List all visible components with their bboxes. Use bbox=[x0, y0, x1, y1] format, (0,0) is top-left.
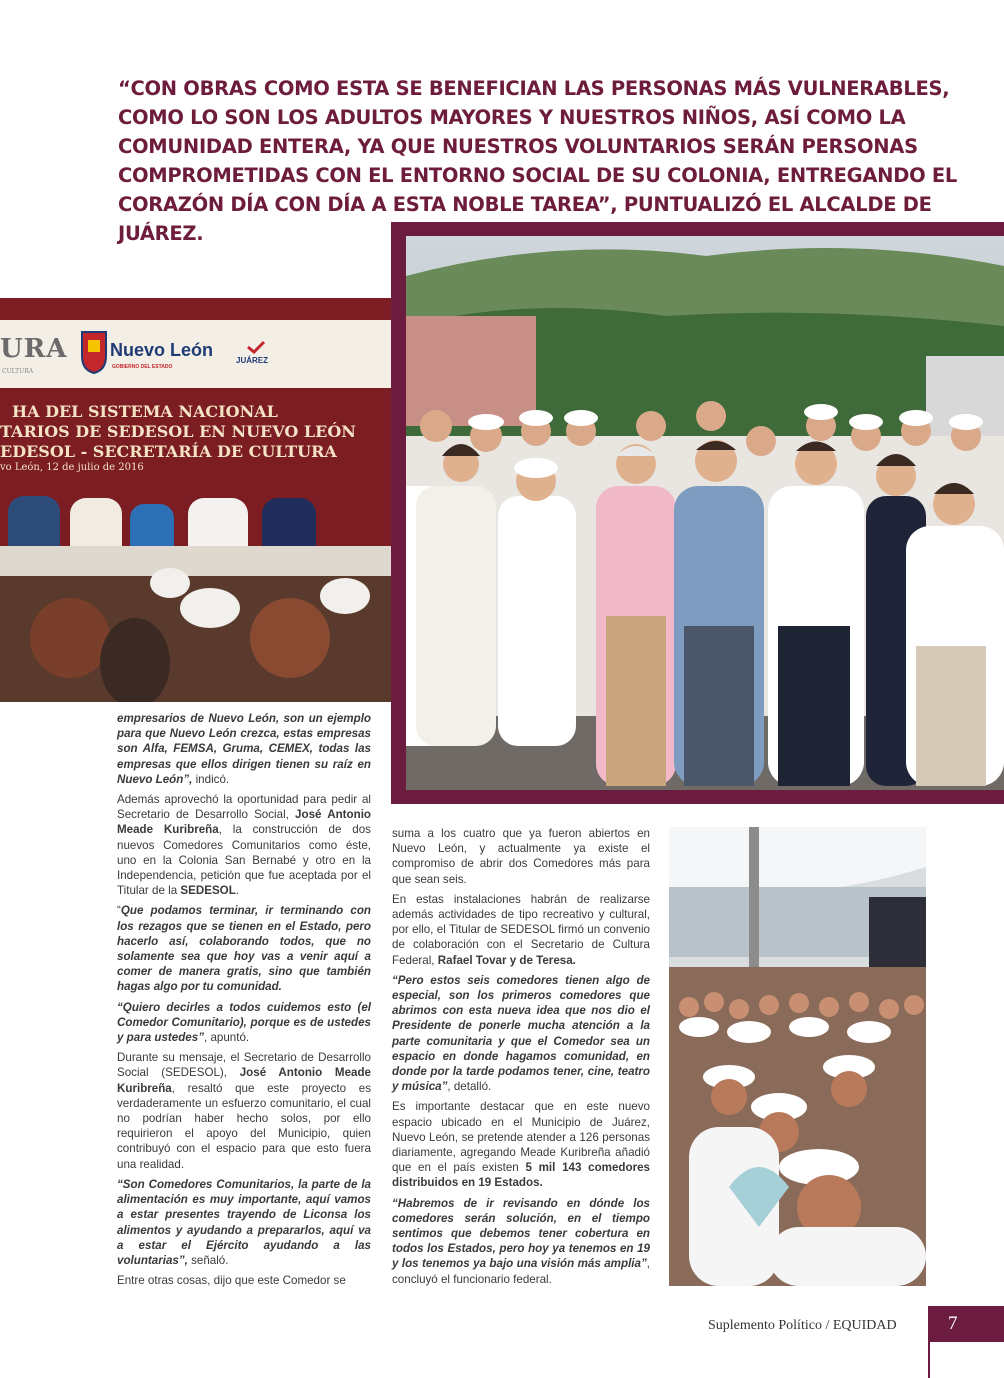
footer-publication: Suplemento Político / EQUIDAD bbox=[708, 1318, 897, 1333]
paragraph: “Que podamos terminar, ir terminando con los rezagos que se tienen en el Estado, pero hacerlo así, colaborando todos, que no solamente sea que hoy vas a venir aquí a comer de manera gratis, sino que también hagas algo por tu comunidad. bbox=[117, 904, 371, 994]
paragraph: suma a los cuatro que ya fueron abiertos en Nuevo León, y actualmente ya existe el compromiso de abrir dos Comedores más para que sean seis. bbox=[392, 827, 650, 886]
page-number: 7 bbox=[948, 1313, 958, 1334]
paragraph: En estas instalaciones habrán de realizarse además actividades de tipo recreativo y cultural, por ello, el Titular de SEDESOL firmó un convenio de colaboración con el Secretario de Cultura Federal, Rafael Tovar y de Teresa. bbox=[392, 892, 650, 967]
crowd-photo bbox=[669, 827, 926, 1286]
group-photo bbox=[406, 236, 1004, 790]
paragraph: “Habremos de ir revisando en dónde los comedores serán solución, en el tiempo sentimos que debemos tener cobertura en todos los Estados, pero hoy ya tenemos en 19 y los tenemos ya bajo una visión más amplia”, concluyó el funcionario federal. bbox=[392, 1196, 650, 1286]
cultura-logo: URA bbox=[0, 334, 68, 364]
paragraph: “Pero estos seis comedores tienen algo de especial, son los primeros comedores que abrimos con esta nueva idea que nos dio el Presidente de ponerle mucha atención a la parte comunitaria y que el Comedor sea un espacio en donde hagamos comunidad, en donde por la tarde podamos tener, cine, teatro y música”, detalló. bbox=[392, 973, 650, 1094]
pull-quote: “CON OBRAS COMO ESTA SE BENEFICIAN LAS PERSONAS MÁS VULNERABLES, COMO LO SON LOS ADULTOS MAYORES Y NUESTROS NIÑOS, ASÍ COMO LA COMUNIDAD ENTERA, YA QUE NUESTROS VOLUNTARIOS SERÁN PERSONAS COMPROMETIDAS CON EL ENTORNO SOCIAL DE SU COLONIA, ENTREGANDO EL CORAZÓN DÍA CON DÍA A ESTA NOBLE TAREA”, PUNTUALIZÓ EL ALCALDE DE JUÁREZ. bbox=[118, 77, 957, 245]
stage-event-photo: URA CULTURA Nuevo León GOBIERNO DEL ESTADO JUÁREZ HA DEL SISTEMA NACIONAL TARIOS DE SEDESOL EN NUEVO LEÓN EDESOL - SECRETARÍA DE CULTURA vo León, 12 de julio de 2016 bbox=[0, 298, 391, 702]
juarez-logo: JUÁREZ bbox=[236, 356, 269, 365]
paragraph: Es importante destacar que en este nuevo espacio ubicado en el Municipio de Juárez, Nuevo León, se pretende atender a 126 personas diariamente, agregando Meade Kuribreña añadió que en el país existen 5 mil 143 comedores distribuidos en 19 Estados. bbox=[392, 1100, 650, 1190]
paragraph: Entre otras cosas, dijo que este Comedor se bbox=[117, 1274, 346, 1288]
nuevo-leon-shield-icon bbox=[80, 330, 108, 374]
paragraph: Además aprovechó la oportunidad para pedir al Secretario de Desarrollo Social, José Antonio Meade Kuribreña, la construcción de dos nuevos Comedores Comunitarios como éste, uno en la Colonia San Bernabé y otro en la Independencia, petición que fue aceptada por el Titular de la SEDESOL. bbox=[117, 793, 371, 898]
stage-platform bbox=[0, 546, 391, 576]
article-column-2 bbox=[392, 826, 650, 1292]
paragraph: Durante su mensaje, el Secretario de Desarrollo Social (SEDESOL), José Antonio Meade Kuribreña, resaltó que este proyecto es verdaderamente un esfuerzo comunitario, el cual no podrían haber hecho solos, por ello requirieron el apoyo del Municipio, quien contribuyó con el espacio para que esto fuera una realidad. bbox=[117, 1051, 371, 1171]
juarez-check-icon bbox=[246, 340, 266, 354]
paragraph: “Son Comedores Comunitarios, la parte de la alimentación es muy importante, aquí vamos a estar presentes trayendo de Liconsa los alimentos y ayudando a prepararlos, aquí va a estar el Ejército ayudando a las voluntarias”, señaló. bbox=[117, 1177, 371, 1267]
footer-divider bbox=[928, 1342, 930, 1378]
nuevo-leon-logo: Nuevo León bbox=[110, 340, 214, 360]
stage-logo-banner: URA CULTURA Nuevo León GOBIERNO DEL ESTADO JUÁREZ bbox=[0, 320, 391, 388]
paragraph: “Quiero decirles a todos cuidemos esto (el Comedor Comunitario), porque es de ustedes y para ustedes”, apuntó. bbox=[117, 1000, 371, 1045]
article-column-1 bbox=[117, 711, 371, 1293]
page-number-box bbox=[928, 1306, 1004, 1342]
paragraph: empresarios de Nuevo León, son un ejemplo para que Nuevo León crezca, estas empresas son Alfa, FEMSA, Gruma, CEMEX, todas las empresas que ellos dirigen tienen su raíz en Nuevo León”, indicó. bbox=[117, 712, 371, 786]
